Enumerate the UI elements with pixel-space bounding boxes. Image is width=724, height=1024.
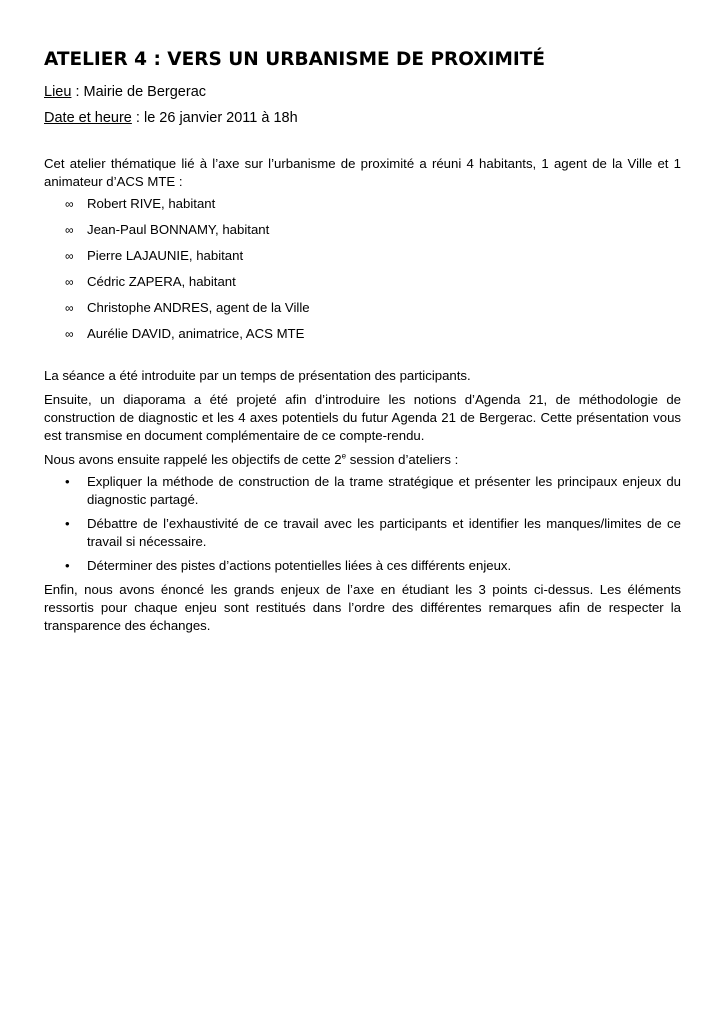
participant-item [44, 195, 681, 213]
objective-text: Débattre de l’exhaustivité de ce travail avec les participants et identifier les manques/limites de ce travail si nécessaire. [87, 516, 681, 549]
intro-paragraph: Cet atelier thématique lié à l’axe sur l’urbanisme de proximité a réuni 4 habitants, 1 agent de la Ville et 1 animateur d’ACS MTE : [44, 156, 681, 189]
objectives-intro-text-end: session d’ateliers : [346, 452, 459, 467]
dot-bullet-icon: • [65, 474, 70, 489]
location-separator: : [71, 84, 84, 100]
objectives-intro-paragraph [44, 451, 681, 469]
participant-item [44, 247, 681, 265]
datetime-value: le 26 janvier 2011 à 18h [143, 110, 298, 126]
document-page [44, 47, 681, 635]
infinity-bullet-icon: ∞ [65, 275, 74, 289]
ordinal-superscript: e [341, 451, 347, 461]
objectives-intro-text: Nous avons ensuite rappelé les objectifs de cette 2 [44, 452, 342, 467]
objective-text: Expliquer la méthode de construction de la trame stratégique et présenter les principaux enjeux du diagnostic partagé. [87, 474, 681, 507]
location-label: Lieu [44, 84, 72, 100]
location-line [44, 83, 681, 101]
participant-name: Jean-Paul BONNAMY, habitant [87, 222, 270, 237]
infinity-bullet-icon: ∞ [65, 223, 74, 237]
infinity-bullet-icon: ∞ [65, 249, 74, 263]
objective-item [44, 473, 681, 509]
conclusion-paragraph: Enfin, nous avons énoncé les grands enjeux de l’axe en étudiant les 3 points ci-dessus. Les éléments ressortis pour chaque enjeu sont restitués dans l’ordre des différentes remarques afin de respecter la transparence des échanges. [44, 582, 681, 633]
location-value: Mairie de Bergerac [83, 84, 207, 100]
participant-item [44, 299, 681, 317]
infinity-bullet-icon: ∞ [65, 197, 74, 211]
participant-name: Aurélie DAVID, animatrice, ACS MTE [87, 326, 305, 341]
datetime-line [44, 109, 681, 127]
participant-name: Pierre LAJAUNIE, habitant [87, 248, 244, 263]
diaporama-paragraph: Ensuite, un diaporama a été projeté afin d’introduire les notions d’Agenda 21, de méthodologie de construction de diagnostic et les 4 axes potentiels du futur Agenda 21 de Bergerac. Cette présentation vous est transmise en document complémentaire de ce compte-rendu. [44, 392, 681, 443]
objective-item [44, 557, 681, 575]
participant-name: Robert RIVE, habitant [87, 196, 216, 211]
objective-item [44, 515, 681, 551]
participants-list [44, 195, 681, 343]
datetime-separator: : [131, 110, 144, 126]
participant-name: Cédric ZAPERA, habitant [87, 274, 236, 289]
participant-item [44, 273, 681, 291]
dot-bullet-icon: • [65, 558, 70, 573]
participant-item [44, 325, 681, 343]
seance-paragraph: La séance a été introduite par un temps de présentation des participants. [44, 368, 471, 383]
datetime-label: Date et heure [44, 110, 132, 126]
objective-text: Déterminer des pistes d’actions potentielles liées à ces différents enjeux. [87, 558, 512, 573]
objectives-list [44, 473, 681, 575]
participant-item [44, 221, 681, 239]
dot-bullet-icon: • [65, 516, 70, 531]
infinity-bullet-icon: ∞ [65, 301, 74, 315]
participant-name: Christophe ANDRES, agent de la Ville [87, 300, 310, 315]
infinity-bullet-icon: ∞ [65, 327, 74, 341]
page-title: ATELIER 4 : VERS UN URBANISME DE PROXIMITÉ [44, 49, 546, 70]
